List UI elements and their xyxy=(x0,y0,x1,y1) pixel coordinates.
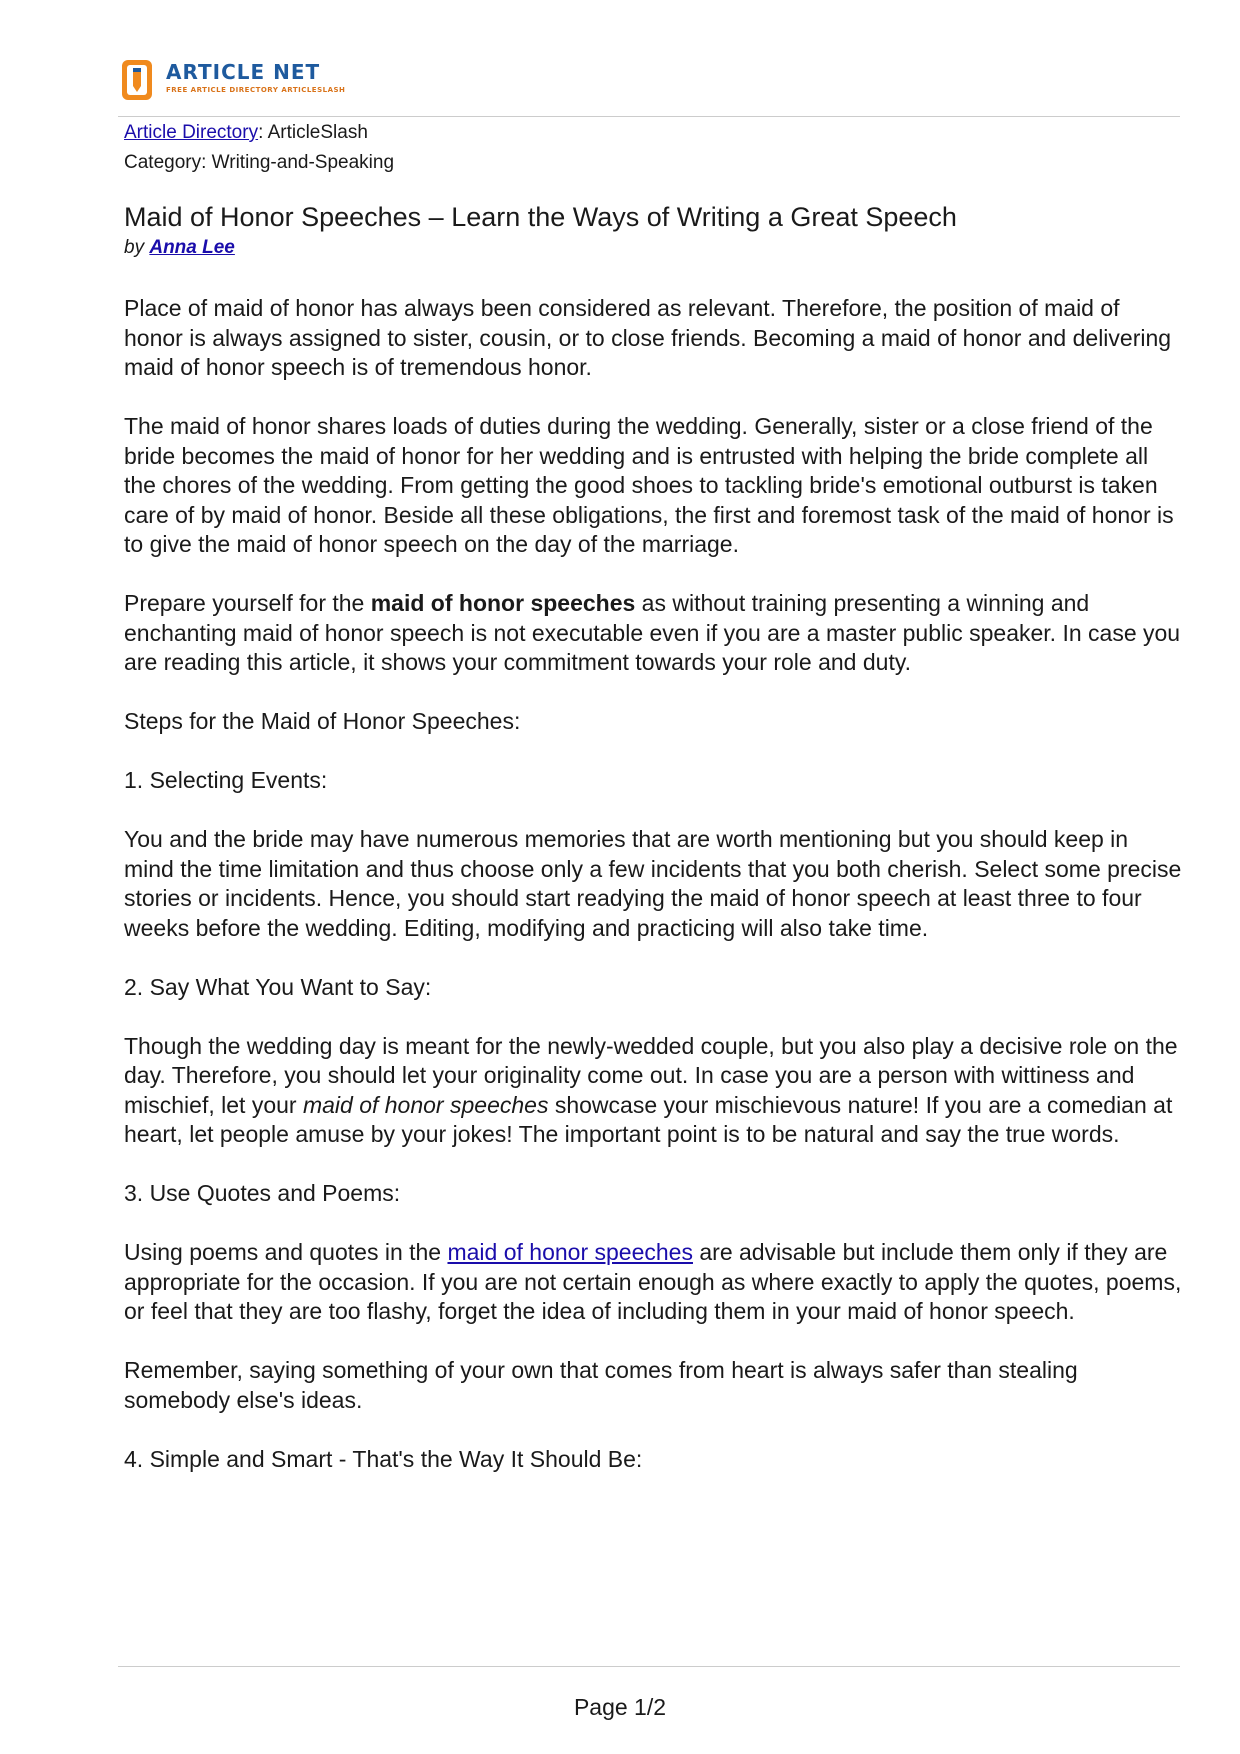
page-header xyxy=(118,58,1180,118)
maid-of-honor-speeches-link[interactable]: maid of honor speeches xyxy=(447,1239,693,1265)
step-3-remember: Remember, saying something of your own that comes from heart is always safer than stealing somebody else's ideas. xyxy=(124,1357,1078,1413)
step-3-heading: 3. Use Quotes and Poems: xyxy=(124,1180,401,1206)
article-title: Maid of Honor Speeches – Learn the Ways of Writing a Great Speech xyxy=(124,202,957,232)
steps-heading: Steps for the Maid of Honor Speeches: xyxy=(124,708,521,734)
pencil-logo-icon xyxy=(118,58,160,104)
directory-line xyxy=(124,118,394,148)
step-2-text xyxy=(124,1032,1184,1150)
article-meta xyxy=(124,118,394,178)
paragraph-prepare-end: as without training presenting a winning and enchanting maid of honor speech is not executable even if you are a master public speaker. In case you are reading this article, it shows your commitment towards your role and duty. xyxy=(124,590,1181,675)
directory-value: : ArticleSlash xyxy=(258,122,368,143)
step-2-text-start: Though the wedding day is meant for the newly-wedded couple, but you also play a decisive role on the day. Therefore, you should let your originality come out. In case you are a person with wittiness and mischief, let your xyxy=(124,1032,1178,1118)
paragraph-intro: Place of maid of honor has always been considered as relevant. Therefore, the position of maid of honor is always assigned to sister, cousin, or to close friends. Becoming a maid of honor and delivering maid of honor speech is of tremendous honor. xyxy=(124,295,1172,380)
paragraph-prepare xyxy=(124,589,1184,678)
author-link[interactable]: Anna Lee xyxy=(149,237,235,258)
italic-keyword: maid of honor speeches xyxy=(302,1091,549,1118)
step-4-heading: 4. Simple and Smart - That's the Way It Should Be: xyxy=(124,1445,643,1472)
article-net-logo[interactable] xyxy=(118,58,378,106)
step-3-text-start: Using poems and quotes in the xyxy=(124,1239,448,1265)
bold-keyword: maid of honor speeches xyxy=(370,590,636,616)
step-1-heading: 1. Selecting Events: xyxy=(124,767,328,793)
byline xyxy=(124,237,235,259)
category-line: Category: Writing-and-Speaking xyxy=(124,152,395,173)
step-1-text: You and the bride may have numerous memories that are worth mentioning but you should keep in mind the time limitation and thus choose only a few incidents that you both cherish. Select some precise stories or incidents. Hence, you should start readying the maid of honor speech at least three to four weeks before the wedding. Editing, modifying and practicing will also take time. xyxy=(124,826,1182,941)
footer-divider xyxy=(118,1666,1180,1667)
logo-tagline: FREE ARTICLE DIRECTORY ARTICLESLASH xyxy=(166,86,346,94)
paragraph-duties: The maid of honor shares loads of duties during the wedding. Generally, sister or a close friend of the bride becomes the maid of honor for her wedding and is entrusted with helping the bride complete all the chores of the wedding. From getting the good shoes to tackling bride's emotional outburst is taken care of by maid of honor. Beside all these obligations, the first and foremost task of the maid of honor is to give the maid of honor speech on the day of the marriage. xyxy=(124,413,1174,557)
step-3-text-end: are advisable but include them only if they are appropriate for the occasion. If you are not certain enough as where exactly to apply the quotes, poems, or feel that they are too flashy, forget the idea of including them in your maid of honor speech. xyxy=(124,1239,1182,1324)
header-divider xyxy=(118,116,1180,117)
step-2-heading: 2. Say What You Want to Say: xyxy=(124,973,432,1000)
article-body xyxy=(124,294,1184,1504)
page-number: Page 1/2 xyxy=(573,1694,667,1720)
step-2-text-end: showcase your mischievous nature! If you are a comedian at heart, let people amuse by your jokes! The important point is to be natural and say the true words. xyxy=(124,1091,1173,1147)
paragraph-prepare-start: Prepare yourself for the xyxy=(124,590,371,616)
byline-prefix: by xyxy=(124,237,150,258)
logo-brand: ARTICLE NET xyxy=(166,60,321,84)
article-directory-link[interactable]: Article Directory xyxy=(124,122,259,143)
step-3-text xyxy=(124,1238,1184,1327)
